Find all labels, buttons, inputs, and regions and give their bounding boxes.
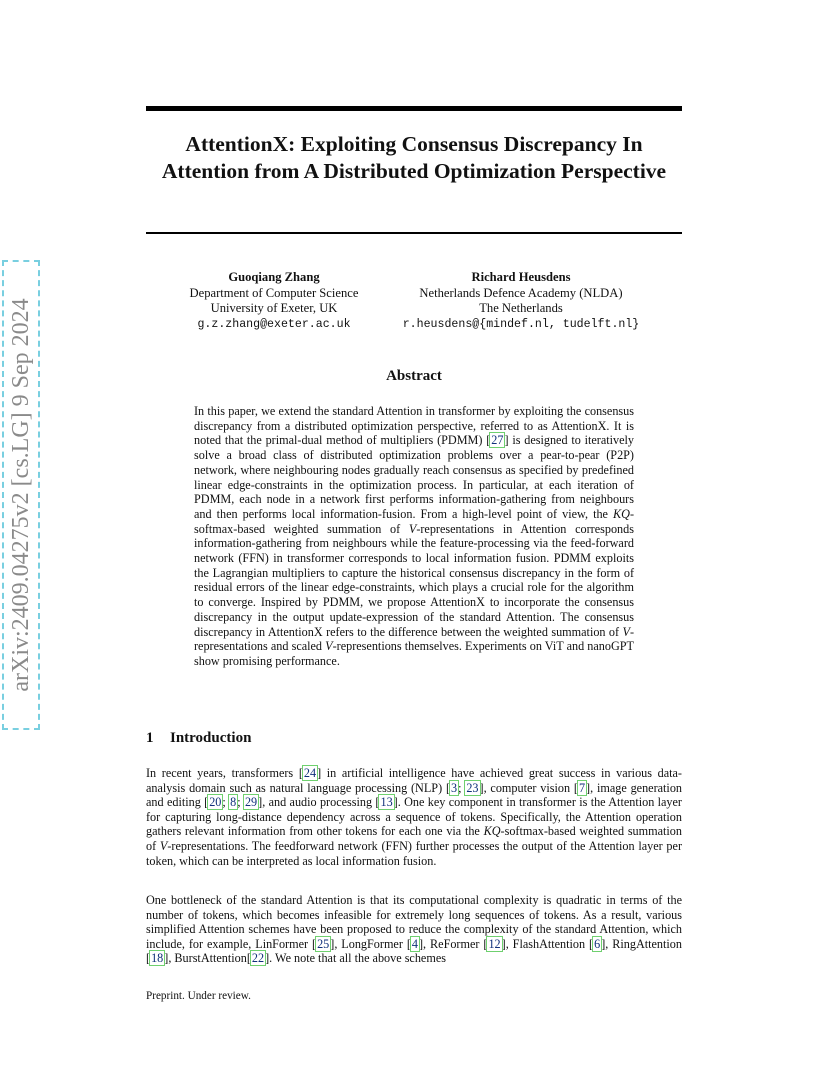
citation-link[interactable]: 8 <box>230 795 237 810</box>
author-block-2 <box>378 270 664 332</box>
arxiv-stamp[interactable]: arXiv:2409.04275v2 [cs.LG] 9 Sep 2024 <box>2 260 40 730</box>
author-name: Richard Heusdens <box>471 270 571 284</box>
citation-link[interactable]: 6 <box>594 936 601 951</box>
intro-paragraph-2: One bottleneck of the standard Attention is that its computational complexity is quadratic in terms of the number of tokens, which becomes infeasible for extremely long sequences of tokens. As a result, various simplified Attention schemes have been proposed to reduce the complexity of the standard Attention, which include, for example, LinFormer [25], LongFormer [4], ReFormer [12], FlashAttention [6], RingAttention [18], BurstAttention[22]. We note that all the above schemes <box>146 893 682 966</box>
citation-link[interactable]: 22 <box>251 951 265 966</box>
intro-paragraph-1: In recent years, transformers [24] in artificial intelligence have achieved great success in various data-analysis domain such as natural language processing (NLP) [3; 23], computer vision [7], image generation and editing [20; 8; 29], and audio processing [13]. One key component in transformer is the Attention layer for capturing long-distance dependency across a sequence of tokens. Specifically, the Attention operation gathers relevant information from other tokens for each one via the KQ-softmax-based weighted summation of V-representations. The feedforward network (FFN) further processes the output of the Attention layer per token, which can be interpreted as local information fusion. <box>146 766 683 868</box>
section-title: Introduction <box>170 730 252 746</box>
author-affiliation: Department of Computer Science <box>189 285 359 300</box>
author-affiliation: Netherlands Defence Academy (NLDA) <box>419 285 623 300</box>
title-bottom-rule <box>146 232 682 234</box>
math-symbol: V <box>622 624 630 639</box>
author-affiliation: The Netherlands <box>479 301 563 315</box>
author-email: r.heusdens@{mindef.nl, tudelft.nl} <box>402 317 640 331</box>
citation-link[interactable]: 25 <box>317 936 330 951</box>
citation-link[interactable]: 7 <box>578 780 586 795</box>
citation-link[interactable]: 29 <box>244 795 258 810</box>
math-symbol: V <box>159 838 168 853</box>
math-symbol: V <box>325 639 333 654</box>
citation-link[interactable]: 23 <box>466 780 479 795</box>
footer-note: Preprint. Under review. <box>146 990 251 1002</box>
citation-link[interactable]: 13 <box>380 795 393 810</box>
math-symbol: KQ <box>483 824 501 839</box>
abstract-text: In this paper, we extend the standard Attention in transformer by exploiting the consensus discrepancy from a distributed optimization perspective, referred to as AttentionX. It is noted that the primal-dual method of multipliers (PDMM) [27] is designed to iteratively solve a broad class of distributed optimization problems over a pear-to-pear (P2P) network, where neighbouring nodes gradually reach consensus as specified by predefined linear edge-constraints in the optimization process. In particular, at each iteration of PDMM, each node in a network first performs information-gathering from neighbours and then performs local information-fusion. From a high-level point of view, the KQ-softmax-based weighted summation of V-representations in Attention corresponds information-gathering from neighbours while the feature-processing via the feed-forward network (FFN) in transformer corresponds to local information fusion. PDMM exploits the Lagrangian multipliers to capture the historical consensus discrepancy in the form of residual errors of the linear edge-constraints, which plays a crucial role for the algorithm to converge. Inspired by PDMM, we propose AttentionX to incorporate the consensus discrepancy in the output update-expression of the standard Attention. The consensus discrepancy in AttentionX refers to the difference between the weighted summation of V-representations and scaled V-representions themselves. Experiments on ViT and nanoGPT show promising performance. <box>194 404 635 668</box>
citation-link[interactable]: 18 <box>151 951 164 966</box>
section-number: 1 <box>146 730 154 746</box>
citation-link[interactable]: 12 <box>488 936 501 951</box>
paper-title: AttentionX: Exploiting Consensus Discrepancy In Attention from A Distributed Optimization Perspective <box>161 132 667 183</box>
math-symbol: KQ <box>613 506 630 521</box>
citation-link[interactable]: 3 <box>451 780 458 795</box>
math-symbol: V <box>408 521 417 536</box>
citation-link[interactable]: 4 <box>411 936 418 951</box>
citation-link[interactable]: 27 <box>491 433 504 448</box>
author-affiliation: University of Exeter, UK <box>210 301 338 315</box>
citation-link[interactable]: 24 <box>303 766 317 780</box>
title-top-rule <box>146 106 682 111</box>
citation-link[interactable]: 20 <box>209 795 222 810</box>
author-email: g.z.zhang@exeter.ac.uk <box>197 317 351 331</box>
abstract-heading: Abstract <box>386 368 442 384</box>
author-name: Guoqiang Zhang <box>228 270 320 284</box>
section-heading-introduction <box>146 730 251 747</box>
author-block-1 <box>146 270 402 332</box>
